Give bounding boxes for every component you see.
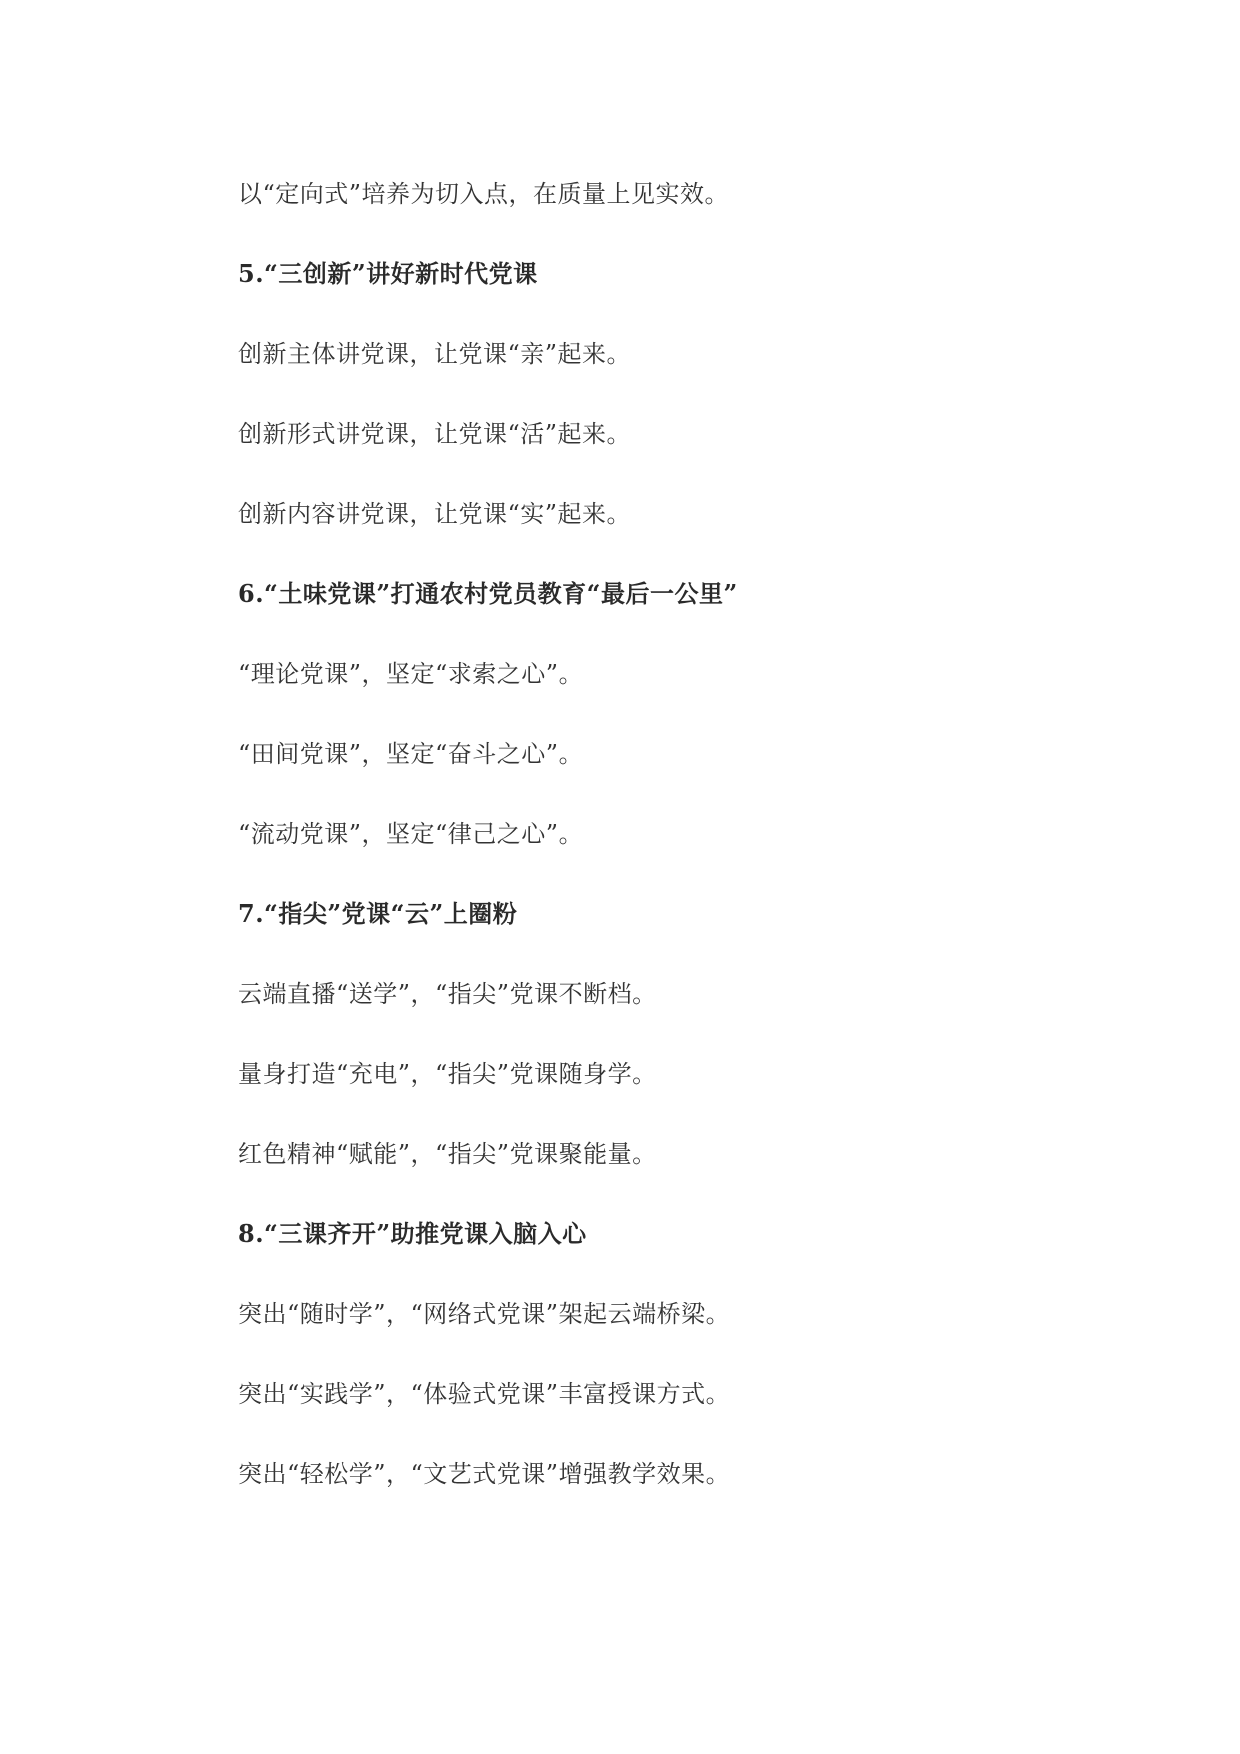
- paragraph-line: 红色精神“赋能”，“指尖”党课聚能量。: [238, 1140, 657, 1168]
- paragraph-line: 突出“随时学”，“网络式党课”架起云端桥梁。: [238, 1300, 731, 1328]
- paragraph-line: 突出“实践学”，“体验式党课”丰富授课方式。: [238, 1380, 731, 1408]
- section-heading: 8.“三课齐开”助推党课入脑入心: [238, 1219, 587, 1248]
- section-heading: 7.“指尖”党课“云”上圈粉: [238, 899, 518, 928]
- section-heading: 5.“三创新”讲好新时代党课: [238, 259, 538, 288]
- section-heading: 6.“土味党课”打通农村党员教育“最后一公里”: [238, 579, 738, 608]
- paragraph-line: 云端直播“送学”，“指尖”党课不断档。: [238, 980, 657, 1008]
- paragraph-line: 创新形式讲党课，让党课“活”起来。: [238, 420, 632, 448]
- paragraph-line: “流动党课”，坚定“律己之心”。: [238, 820, 584, 848]
- paragraph-line: 突出“轻松学”，“文艺式党课”增强教学效果。: [238, 1460, 731, 1488]
- paragraph-line: “田间党课”，坚定“奋斗之心”。: [238, 740, 584, 768]
- paragraph-line: 创新主体讲党课，让党课“亲”起来。: [238, 340, 632, 368]
- paragraph-line: “理论党课”，坚定“求索之心”。: [238, 660, 584, 688]
- paragraph-line: 以“定向式”培养为切入点，在质量上见实效。: [238, 180, 730, 208]
- paragraph-line: 创新内容讲党课，让党课“实”起来。: [238, 500, 632, 528]
- paragraph-line: 量身打造“充电”，“指尖”党课随身学。: [238, 1060, 657, 1088]
